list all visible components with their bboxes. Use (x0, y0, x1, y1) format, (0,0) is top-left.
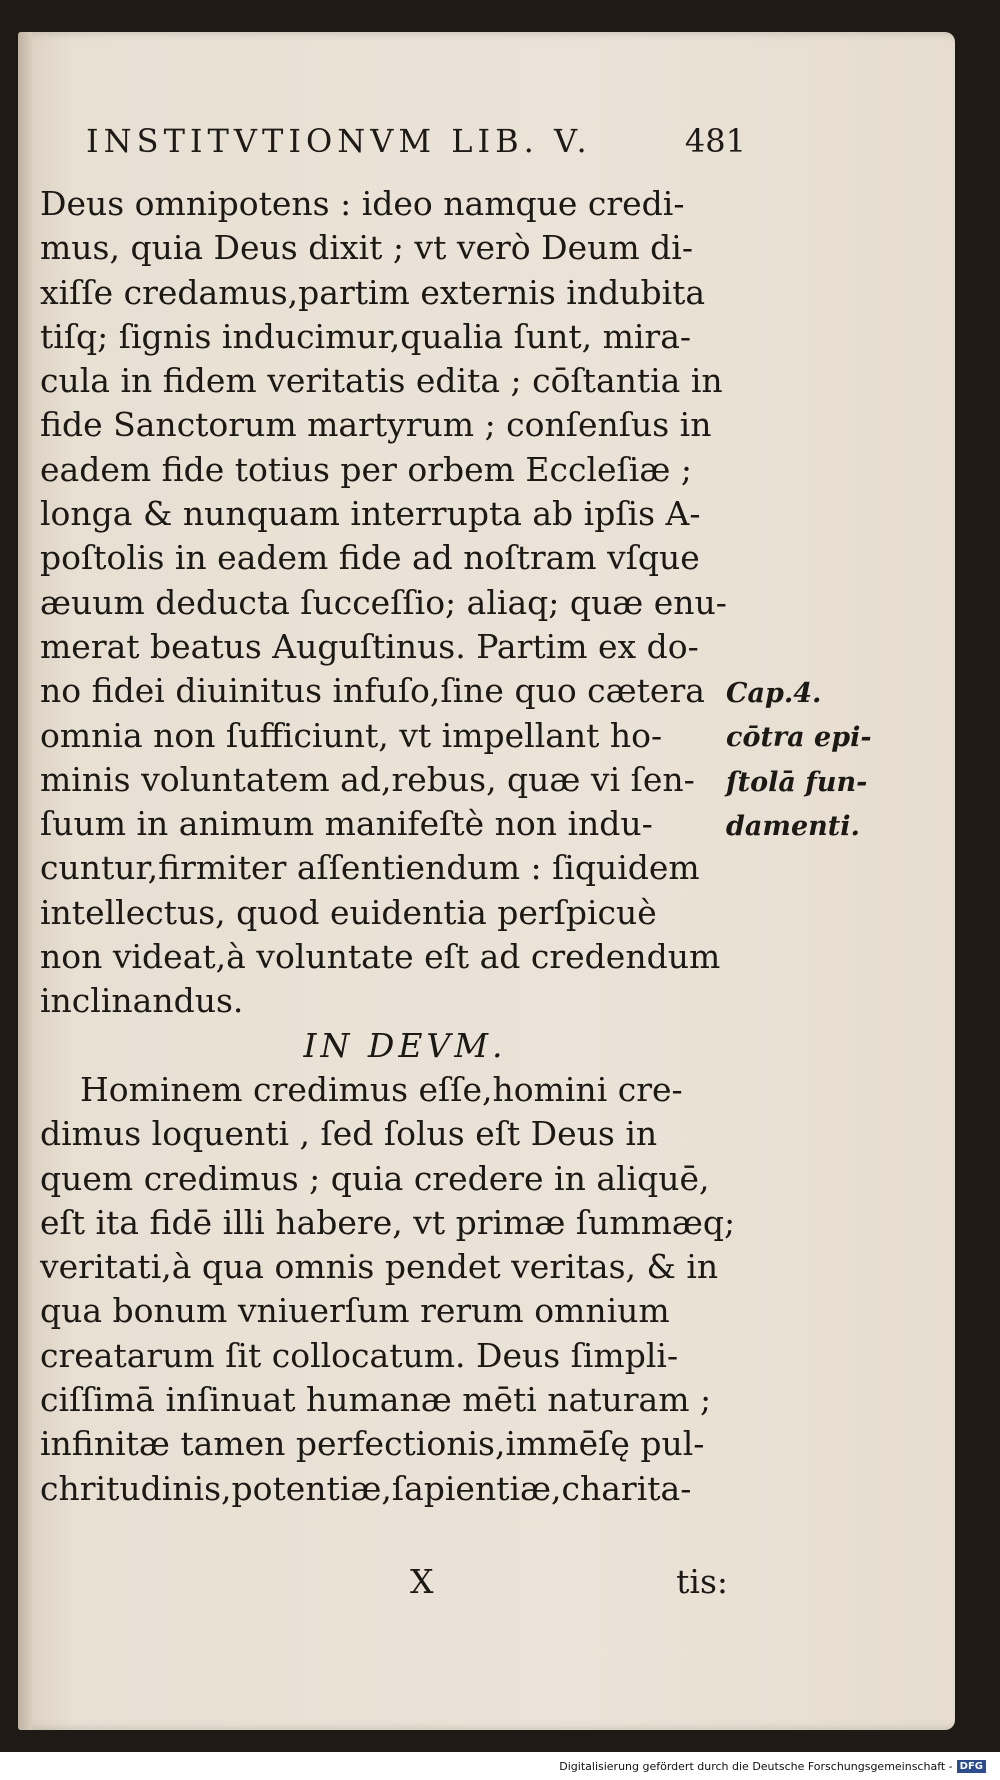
text-line: ciſſimā inſinuat humanæ mēti naturam ; (40, 1380, 712, 1420)
text-line: longa & nunquam interrupta ab ipſis A- (40, 494, 701, 534)
page-number: 481 (684, 122, 746, 160)
text-line: inclinandus. (40, 981, 244, 1021)
digitization-credit (0, 1752, 1000, 1780)
text-line: quem credimus ; quia credere in aliquē, (40, 1158, 710, 1198)
page-gutter-edge (18, 32, 32, 1730)
text-line: Hominem credimus eſſe,homini cre- (80, 1069, 683, 1109)
text-line: minis voluntatem ad,rebus, quæ vi ſen- (40, 759, 695, 799)
text-line: xiſſe credamus,partim externis indubita (40, 272, 706, 312)
text-line: infinitæ tamen perfectionis,immēſę pul- (40, 1424, 705, 1464)
text-line: ſuum in animum manifeſtè non indu- (40, 804, 653, 844)
signature-mark: X (410, 1562, 434, 1601)
text-line: qua bonum vniuerſum rerum omnium (40, 1291, 670, 1331)
dfg-logo: DFG (957, 1760, 986, 1773)
marginal-note-line: damenti. (726, 810, 860, 842)
text-line: intellectus, quod euidentia perſpicuè (40, 892, 657, 932)
page-header (86, 122, 746, 160)
text-line: non videat,à voluntate eſt ad credendum (40, 937, 721, 977)
text-line: no fidei diuinitus infuſo,ſine quo cætera (40, 671, 705, 711)
text-line: tiſq; ſignis inducimur,qualia ſunt, mira- (40, 316, 692, 356)
text-line: eſt ita fidē illi habere, vt primæ ſummæq; (40, 1202, 736, 1242)
text-line: poſtolis in eadem fide ad noſtram vſque (40, 538, 700, 578)
text-line: creatarum ſit collocatum. Deus ſimpli- (40, 1335, 679, 1375)
text-line: cuntur,firmiter aſſentiendum : ſiquidem (40, 848, 700, 888)
marginal-note-line: ſtolā fun- (726, 766, 868, 798)
text-line: Deus omnipotens : ideo namque credi- (40, 184, 685, 223)
running-head: INSTITVTIONVM LIB. V. (86, 122, 592, 160)
text-line: fide Sanctorum martyrum ; conſenſus in (40, 405, 712, 445)
text-line: chritudinis,potentiæ,ſapientiæ,charita- (40, 1468, 692, 1508)
credit-text: Digitalisierung gefördert durch die Deutsche Forschungsgemeinschaft - (559, 1759, 953, 1773)
marginal-note-line: cōtra epi- (726, 722, 872, 754)
marginal-note-line: Cap.4. (726, 678, 822, 709)
text-line: æuum deducta ſucceſſio; aliaq; quæ enu- (40, 582, 727, 622)
catchword: tis: (676, 1562, 728, 1601)
marginal-note (726, 672, 886, 849)
text-line: omnia non ſufficiunt, vt impellant ho- (40, 715, 663, 755)
text-line: veritati,à qua omnis pendet veritas, & in (40, 1247, 719, 1287)
page-footer (40, 1562, 740, 1612)
body-text (40, 182, 740, 1511)
text-line: dimus loquenti , ſed ſolus eſt Deus in (40, 1114, 658, 1154)
text-line: mus, quia Deus dixit ; vt verò Deum di- (40, 228, 693, 268)
text-line: cula in fidem veritatis edita ; cōſtantia in (40, 361, 723, 401)
text-line: merat beatus Auguſtinus. Partim ex do- (40, 626, 699, 666)
text-line: eadem fide totius per orbem Eccleſiæ ; (40, 449, 692, 489)
section-heading: IN DEVM. (303, 1025, 507, 1065)
book-page (18, 32, 955, 1730)
